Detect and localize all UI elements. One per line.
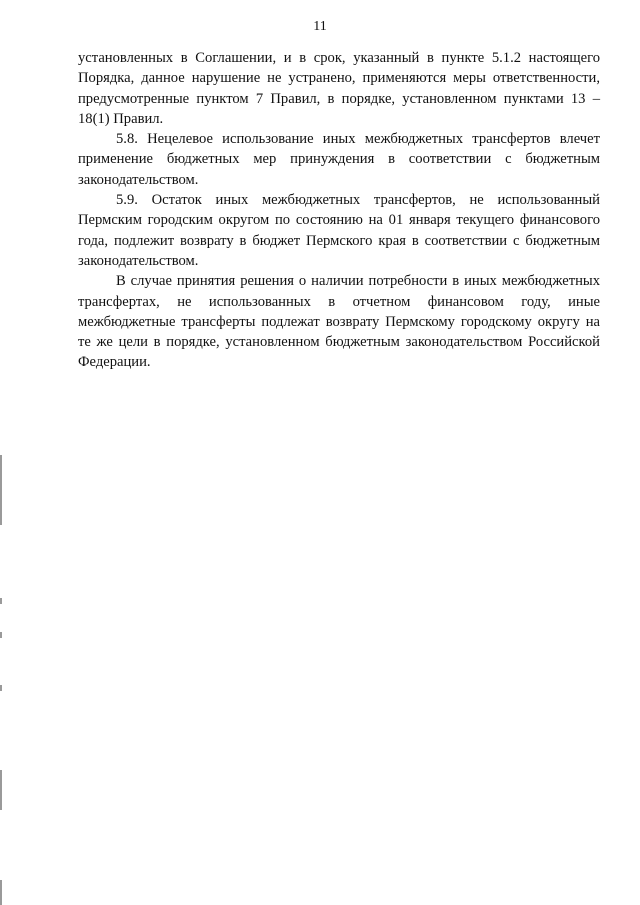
page-number: 11 (313, 19, 327, 34)
paragraph-continuation: установленных в Соглашении, и в срок, указанный в пункте 5.1.2 настоящего Порядка, данное нарушение не устранено, применяются меры ответственности, предусмотренные пунктом 7 Правил, в порядке, установленном пунктами 13 – 18(1) Правил. (78, 50, 600, 127)
paragraph-5-9: 5.9. Остаток иных межбюджетных трансфертов, не использованный Пермским городским округом по состоянию на 01 января текущего финансового года, подлежит возврату в бюджет Пермского края в соответствии с бюджетным законодательством. (78, 192, 600, 269)
scan-edge-mark (0, 455, 2, 525)
paragraph-5-8: 5.8. Нецелевое использование иных межбюджетных трансфертов влечет применение бюджетных мер принуждения в соответствии с бюджетным законодательством. (78, 131, 600, 188)
scan-edge-mark (0, 632, 2, 638)
scan-edge-mark (0, 685, 2, 691)
scan-edge-mark (0, 770, 2, 810)
document-body (78, 48, 600, 373)
scan-edge-mark (0, 598, 2, 604)
scan-edge-mark (0, 880, 2, 905)
paragraph-need-for-transfers: В случае принятия решения о наличии потребности в иных межбюджетных трансфертах, не использованных в отчетном финансовом году, иные межбюджетные трансферты подлежат возврату Пермскому городскому округу на те же цели в порядке, установленном бюджетным законодательством Российской Федерации. (78, 273, 600, 371)
